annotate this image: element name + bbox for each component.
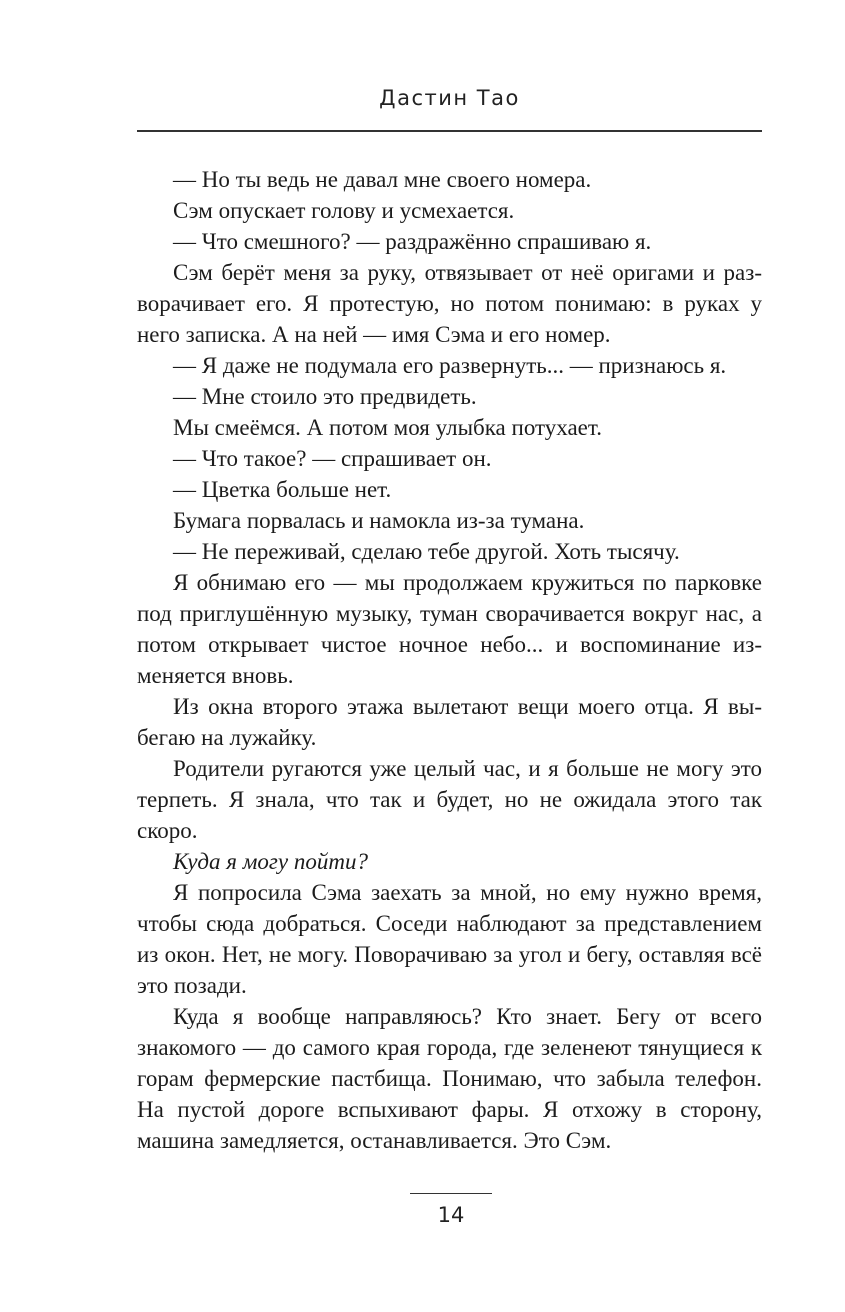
paragraph: — Что такое? — спрашивает он. — [173, 446, 492, 471]
paragraph: Я попросила Сэма заехать за мной, но ему нужно время, чтобы сюда добраться. Соседи наблюдают за представлением из окон. Нет, не могу. Поворачиваю за угол и бегу, оставляя всё это позади. — [137, 880, 762, 998]
paragraph: Я обнимаю его — мы продолжаем кружиться по парковке под приглушённую музыку, туман сворачивается вокруг нас, а потом открывает чистое ночное небо... и воспоминание изменяется вновь. — [137, 570, 762, 688]
paragraph: — Цветка больше нет. — [173, 477, 392, 502]
paragraph: Сэм опускает голову и усмехается. — [173, 198, 515, 223]
page-number: 14 — [437, 1203, 465, 1227]
paragraph: — Но ты ведь не давал мне своего номера. — [173, 167, 592, 192]
footer-divider — [410, 1193, 492, 1194]
paragraph: — Мне стоило это предвидеть. — [173, 384, 477, 409]
body-text — [137, 164, 762, 1156]
paragraph: — Я даже не подумала его развернуть... — признаюсь я. — [173, 353, 727, 378]
paragraph: — Не переживай, сделаю тебе другой. Хоть тысячу. — [173, 539, 680, 564]
paragraph: Из окна второго этажа вылетают вещи моего отца. Я выбегаю на лужайку. — [137, 694, 762, 750]
header-divider — [137, 130, 762, 132]
paragraph: Бумага порвалась и намокла из-за тумана. — [173, 508, 585, 533]
italic-thought-paragraph: Куда я могу пойти? — [173, 849, 368, 874]
paragraph: Мы смеёмся. А потом моя улыбка потухает. — [173, 415, 602, 440]
paragraph: — Что смешного? — раздражённо спрашиваю я. — [173, 229, 652, 254]
paragraph: Сэм берёт меня за руку, отвязывает от неё оригами и разворачивает его. Я протестую, но потом понимаю: в руках у него записка. А на ней — имя Сэма и его номер. — [137, 260, 762, 347]
paragraph: Куда я вообще направляюсь? Кто знает. Бегу от всего знакомого — до самого края города, где зеленеют тянущиеся к горам фермерские пастбища. Понимаю, что забыла телефон. На пустой дороге вспыхивают фары. Я отхожу в сторону, машина замедляется, останавливается. Это Сэм. — [137, 1004, 762, 1153]
paragraph: Родители ругаются уже целый час, и я больше не могу это терпеть. Я знала, что так и будет, но не ожидала этого так скоро. — [137, 756, 762, 843]
running-head-author: Дастин Тао — [379, 86, 520, 110]
